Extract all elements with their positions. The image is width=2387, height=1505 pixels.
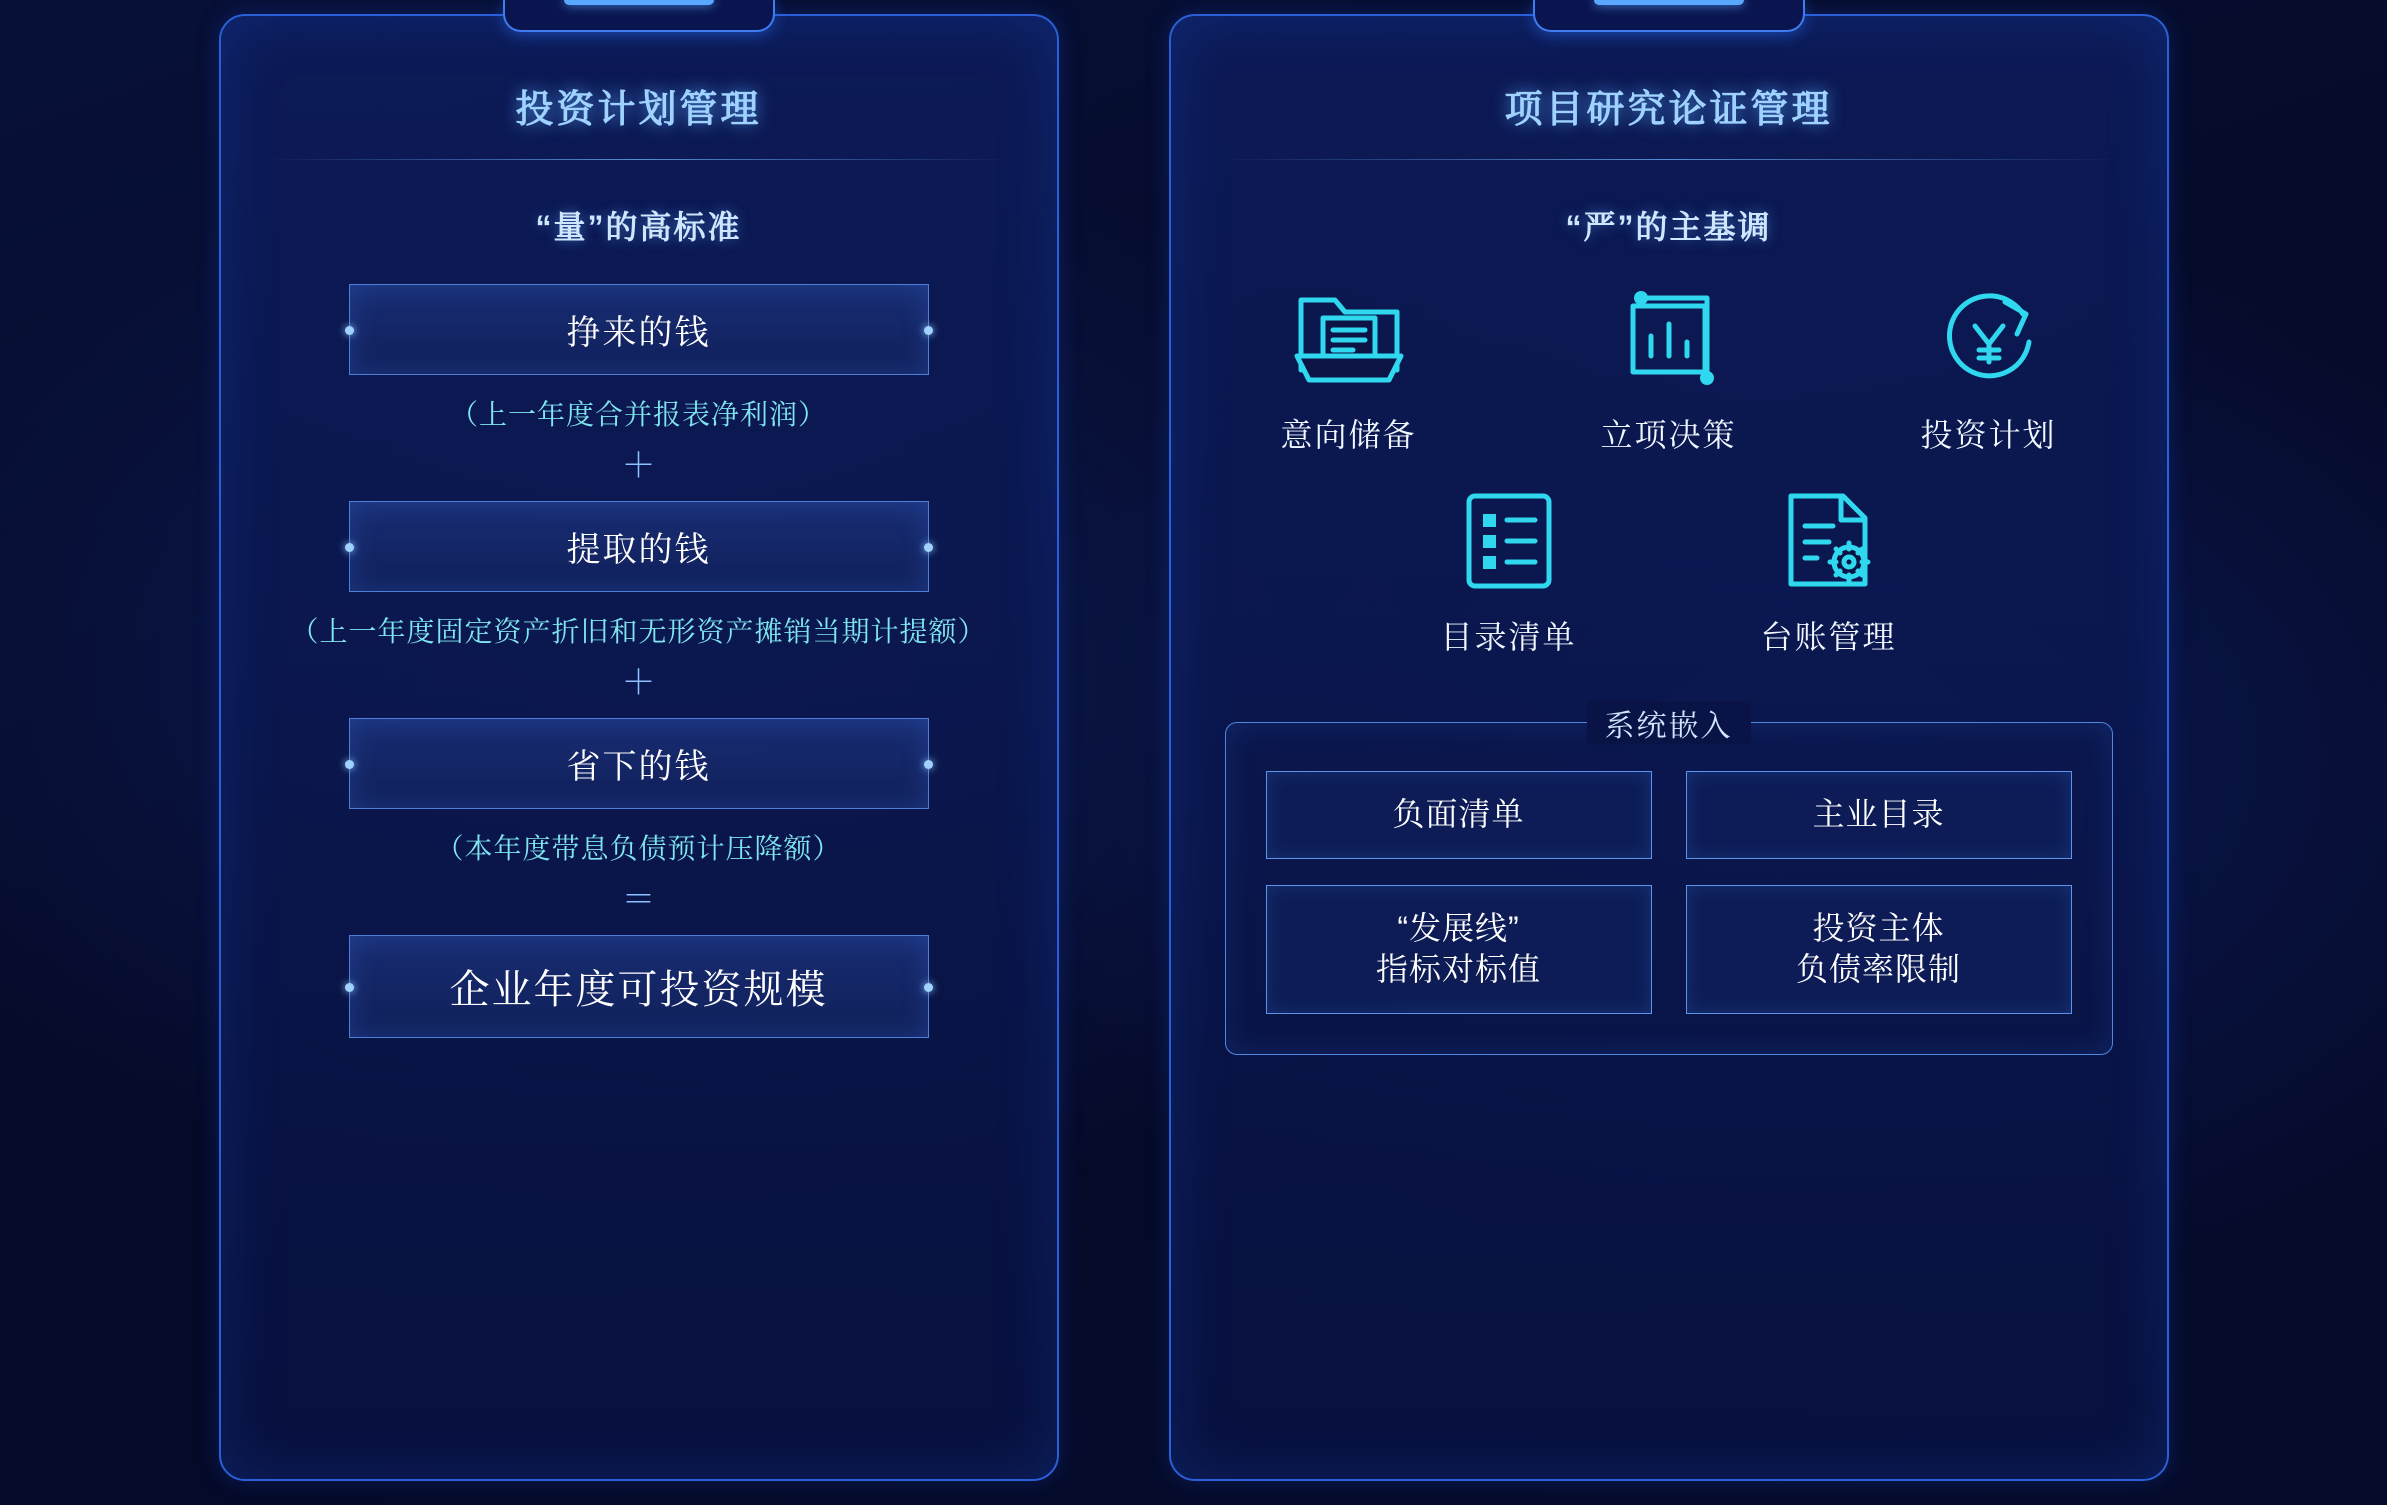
module-project-decision[interactable]: [1529, 284, 1809, 456]
formula-box-result[interactable]: 企业年度可投资规模: [349, 935, 929, 1038]
bar-chart-icon: [1611, 284, 1727, 392]
system-embedded-legend: 系统嵌入: [1587, 701, 1751, 745]
folder-document-icon: [1291, 284, 1407, 392]
page-title-right: 项目研究论证管理: [1504, 89, 1833, 131]
embedded-item-line1: 负面清单: [1392, 796, 1525, 832]
embedded-item-development-line[interactable]: [1266, 885, 1652, 1014]
module-label: 投资计划: [1920, 417, 2057, 453]
formula-box-extracted[interactable]: 提取的钱: [349, 501, 929, 592]
yuan-refresh-icon: [1931, 284, 2047, 392]
embedded-item-main-business-catalog[interactable]: [1686, 771, 2072, 859]
module-intent-reserve[interactable]: [1209, 284, 1489, 456]
module-grid: [1205, 284, 2133, 688]
subtitle-right: “严”的主基调: [1565, 209, 1772, 245]
embedded-item-line1: 主业目录: [1812, 796, 1945, 832]
module-label: 立项决策: [1600, 417, 1737, 453]
title-divider-left: [265, 159, 1013, 160]
investment-formula: [255, 284, 1023, 1038]
investment-plan-panel: [219, 14, 1059, 1481]
page-title-left: 投资计划管理: [515, 89, 762, 131]
panel-notch-right: [1533, 0, 1805, 32]
embedded-item-line1: “发展线”: [1397, 909, 1520, 946]
checklist-icon: [1451, 486, 1567, 594]
formula-note-extracted: （上一年度固定资产折旧和无形资产摊销当期计提额）: [290, 616, 987, 647]
formula-operator-3: ＝: [621, 881, 656, 919]
project-research-panel: [1169, 14, 2169, 1481]
module-investment-plan[interactable]: [1849, 284, 2129, 456]
formula-operator-1: ＋: [621, 447, 656, 485]
module-catalog-list[interactable]: [1369, 486, 1649, 658]
system-embedded-group: [1225, 710, 2113, 1055]
module-label: 台账管理: [1760, 619, 1897, 655]
document-gear-icon: [1771, 486, 1887, 594]
module-ledger-management[interactable]: [1689, 486, 1969, 658]
panel-notch-left: [503, 0, 775, 32]
embedded-item-line2: 负债率限制: [1795, 951, 1961, 988]
title-divider-right: [1215, 159, 2123, 160]
embedded-item-investor-debt-limit[interactable]: [1686, 885, 2072, 1014]
formula-box-earned[interactable]: 挣来的钱: [349, 284, 929, 375]
embedded-item-line2: 指标对标值: [1375, 951, 1541, 988]
module-label: 意向储备: [1280, 417, 1417, 453]
formula-operator-2: ＋: [621, 664, 656, 702]
embedded-item-negative-list[interactable]: [1266, 771, 1652, 859]
formula-box-saved[interactable]: 省下的钱: [349, 718, 929, 809]
formula-note-saved: （本年度带息负债预计压降额）: [435, 833, 842, 864]
subtitle-left: “量”的高标准: [535, 209, 742, 245]
formula-note-earned: （上一年度合并报表净利润）: [449, 399, 827, 430]
embedded-item-line1: 投资主体: [1812, 909, 1945, 946]
module-label: 目录清单: [1440, 619, 1577, 655]
